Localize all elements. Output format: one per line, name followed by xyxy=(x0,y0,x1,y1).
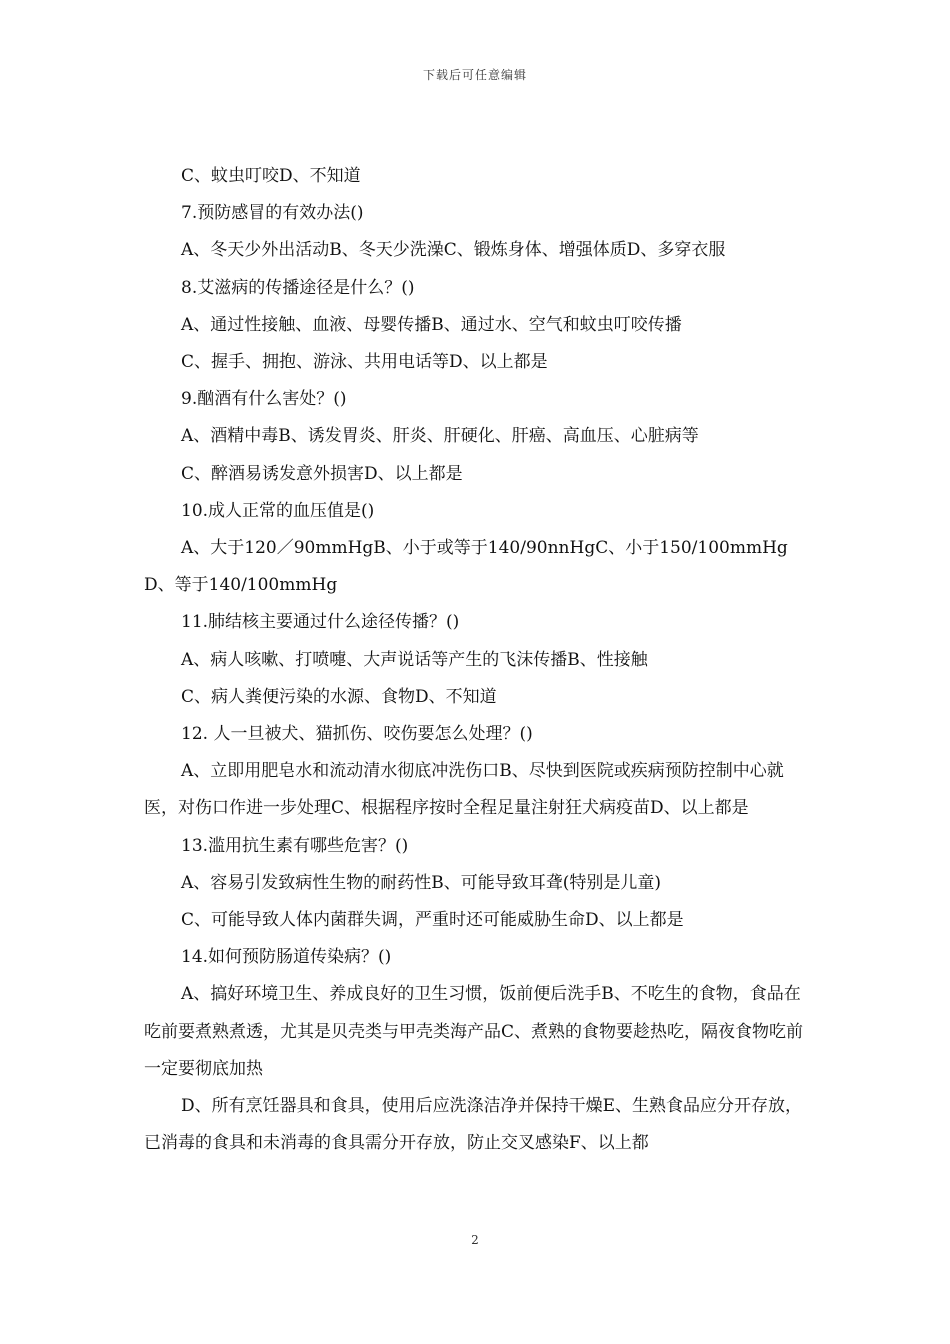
paragraph: A、立即用肥皂水和流动清水彻底冲洗伤口B、尽快到医院或疾病预防控制中心就医，对伤口作进一步处理C、根据程序按时全程足量注射狂犬病疫苗D、以上都是 xyxy=(144,761,784,819)
paragraph: A、大于120／90mmHgB、小于或等于140/90nnHgC、小于150/100mmHgD、等于140/100mmHg xyxy=(144,538,788,596)
paragraph: 12. 人一旦被犬、猫抓伤、咬伤要怎么处理？() xyxy=(181,724,533,745)
page-number: 2 xyxy=(471,1233,479,1247)
paragraph: C、醉酒易诱发意外损害D、以上都是 xyxy=(181,463,463,484)
paragraph: 9.酗酒有什么害处？() xyxy=(181,389,347,410)
paragraph: 10.成人正常的血压值是() xyxy=(181,500,375,521)
paragraph: D、所有烹饪器具和食具，使用后应洗涤洁净并保持干燥E、生熟食品应分开存放，已消毒的食具和未消毒的食具需分开存放，防止交叉感染F、以上都 xyxy=(144,1096,803,1154)
paragraph: 7.预防感冒的有效办法() xyxy=(181,203,364,224)
paragraph: C、握手、拥抱、游泳、共用电话等D、以上都是 xyxy=(181,352,548,373)
paragraph: C、病人粪便污染的水源、食物D、不知道 xyxy=(181,686,497,707)
paragraph: C、可能导致人体内菌群失调，严重时还可能威胁生命D、以上都是 xyxy=(181,910,684,931)
document-body xyxy=(144,158,812,1162)
page-header: 下载后可任意编辑 xyxy=(422,68,527,82)
paragraph: C、蚊虫叮咬D、不知道 xyxy=(181,166,361,186)
paragraph: A、容易引发致病性生物的耐药性B、可能导致耳聋(特别是儿童) xyxy=(181,872,662,893)
paragraph: A、冬天少外出活动B、冬天少洗澡C、锻炼身体、增强体质D、多穿衣服 xyxy=(181,240,726,261)
paragraph: 8.艾滋病的传播途径是什么？() xyxy=(181,277,415,298)
paragraph: 14.如何预防肠道传染病？() xyxy=(181,947,392,968)
paragraph: 11.肺结核主要通过什么途径传播？() xyxy=(181,612,460,633)
paragraph: A、通过性接触、血液、母婴传播B、通过水、空气和蚊虫叮咬传播 xyxy=(181,314,682,335)
paragraph: A、病人咳嗽、打喷嚏、大声说话等产生的飞沫传播B、性接触 xyxy=(181,649,648,670)
paragraph: 13.滥用抗生素有哪些危害？() xyxy=(181,835,409,856)
paragraph: A、酒精中毒B、诱发胃炎、肝炎、肝硬化、肝癌、高血压、心脏病等 xyxy=(181,426,699,447)
paragraph: A、搞好环境卫生、养成良好的卫生习惯，饭前便后洗手B、不吃生的食物，食品在吃前要煮熟煮透，尤其是贝壳类与甲壳类海产品C、煮熟的食物要趁热吃，隔夜食物吃前一定要彻底加热 xyxy=(144,984,804,1079)
